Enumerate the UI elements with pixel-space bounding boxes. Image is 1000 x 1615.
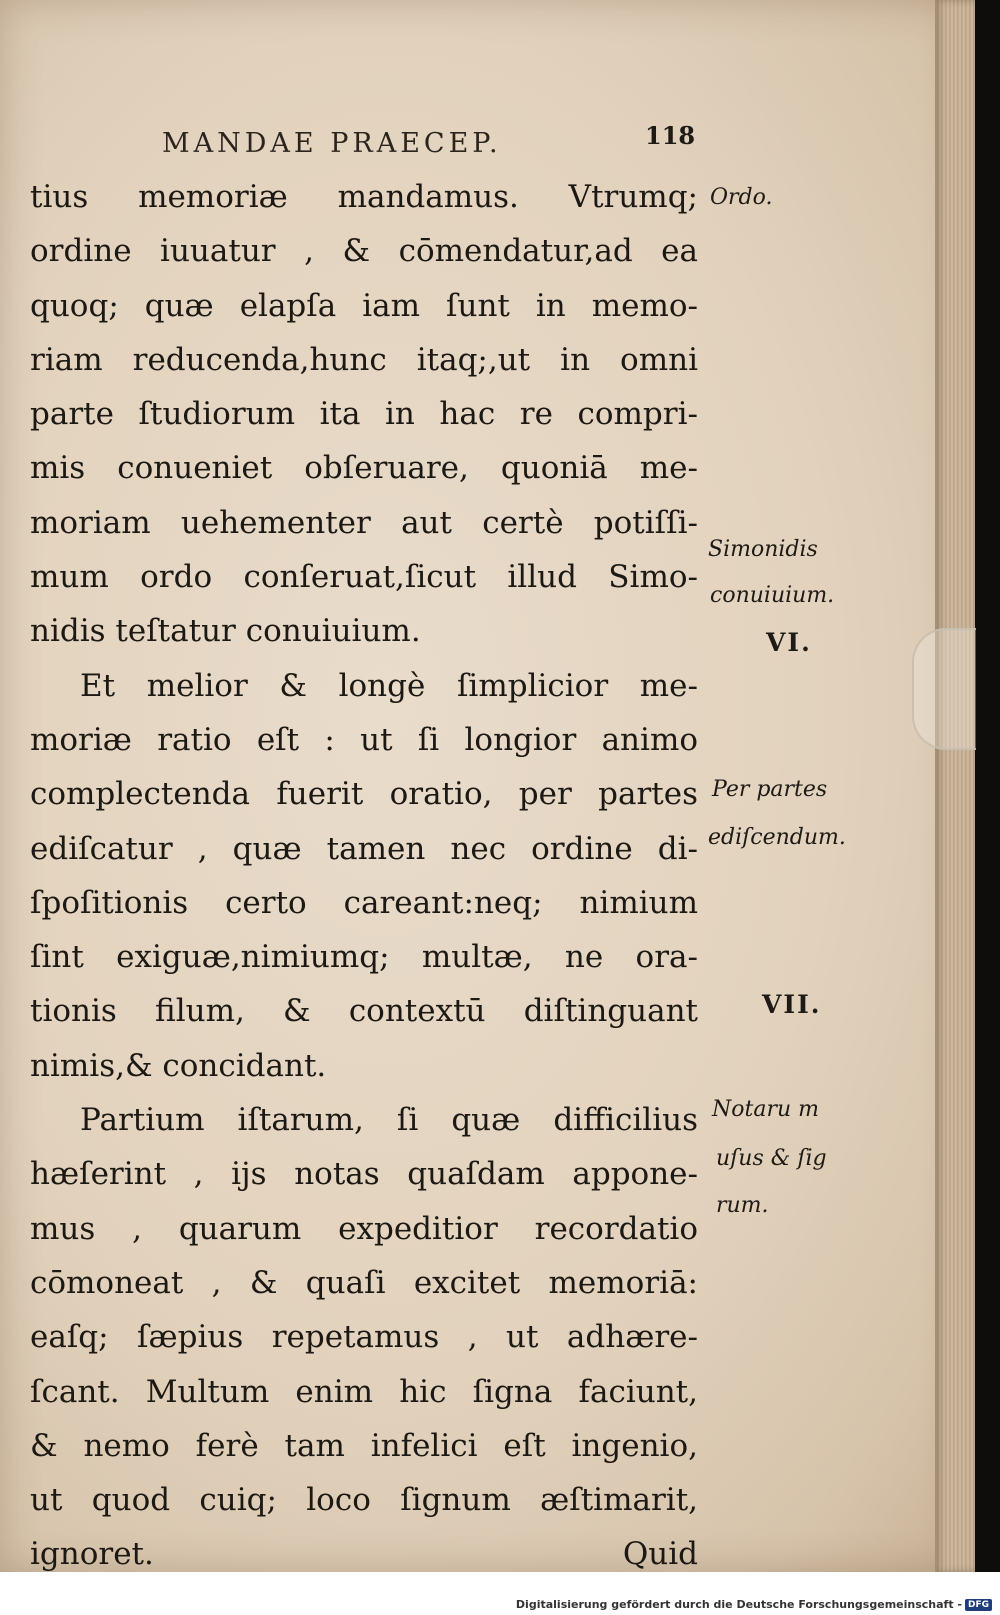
catchword: Quid [622, 1536, 698, 1573]
text-line: ediſcatur , quæ tamen nec ordine di- [30, 830, 698, 867]
text-line: riam reducenda,hunc itaq;,ut in omni [30, 341, 698, 378]
margin-note-usus: uſus & ſig [716, 1146, 827, 1171]
text-line: mis conueniet obſeruare, quoniā me- [30, 450, 698, 487]
text-line: moriam uehementer aut certè potiſſi- [30, 504, 698, 541]
margin-note-notarum: Notaru m [712, 1097, 819, 1122]
text-line: quoq; quæ elapſa iam ſunt in memo- [30, 287, 698, 324]
running-head: MANDAE PRAECEP. [162, 128, 502, 159]
margin-note-simonidis: Simonidis [708, 537, 818, 562]
text-line: ordine iuuatur , & cōmendatur,ad ea [30, 233, 698, 270]
text-line: tius memoriæ mandamus. Vtrumq; [30, 179, 698, 215]
text-line: Partium iſtarum, ſi quæ difficilius [80, 1102, 698, 1139]
text-line: ſpoſitionis certo careant:neq; nimium [30, 884, 698, 921]
text-line: nimis,& concidant. [30, 1047, 327, 1084]
margin-note-rum: rum. [716, 1193, 769, 1218]
page-edges [935, 0, 975, 1572]
text-line: cōmoneat , & quaſi excitet memoriā: [30, 1264, 698, 1301]
background-right [975, 0, 1000, 1572]
text-line: & nemo ferè tam infelici eſt ingenio, [30, 1427, 698, 1464]
text-line: ignoret. [30, 1536, 154, 1573]
text-line: eaſq; ſæpius repetamus , ut adhære- [30, 1319, 698, 1356]
body-text [30, 170, 698, 1582]
text-line: moriæ ratio eſt : ut ſi longior animo [30, 721, 698, 758]
margin-number-vi: VI. [766, 628, 812, 657]
footer-strip [0, 1572, 1000, 1615]
text-line: nidis teſtatur conuiuium. [30, 613, 421, 650]
digitization-credit [516, 1598, 992, 1611]
text-line: mus , quarum expeditior recordatio [30, 1210, 698, 1247]
margin-note-ediscendum: ediſcendum. [708, 825, 846, 850]
text-line: mum ordo conſeruat,ſicut illud Simo- [30, 559, 698, 596]
credit-text: Digitalisierung gefördert durch die Deutsche Forschungsgemeinschaft - [515, 1598, 962, 1611]
folio-number: 118 [645, 121, 696, 150]
text-line: ut quod cuiq; loco ſignum æſtimarit, [30, 1482, 698, 1519]
text-line: parte ſtudiorum ita in hac re compri- [30, 396, 698, 433]
margin-note-ordo: Ordo. [710, 185, 773, 210]
text-line: complectenda fuerit oratio, per partes [30, 776, 698, 813]
text-line: tionis filum, & contextū diſtinguant [30, 993, 698, 1030]
margin-note-conuiuium: conuiuium. [710, 583, 835, 608]
page-clip [912, 628, 976, 750]
text-line: ſcant. Multum enim hic ſigna faciunt, [30, 1373, 698, 1410]
text-line: ſint exiguæ,nimiumq; multæ, ne ora- [30, 939, 698, 976]
dfg-logo: DFG [965, 1599, 992, 1611]
text-line: Et melior & longè ſimplicior me- [80, 667, 698, 704]
margin-note-per-partes: Per partes [712, 777, 828, 802]
text-line: hæſerint , ijs notas quaſdam appone- [30, 1156, 698, 1193]
margin-number-vii: VII. [762, 990, 822, 1019]
